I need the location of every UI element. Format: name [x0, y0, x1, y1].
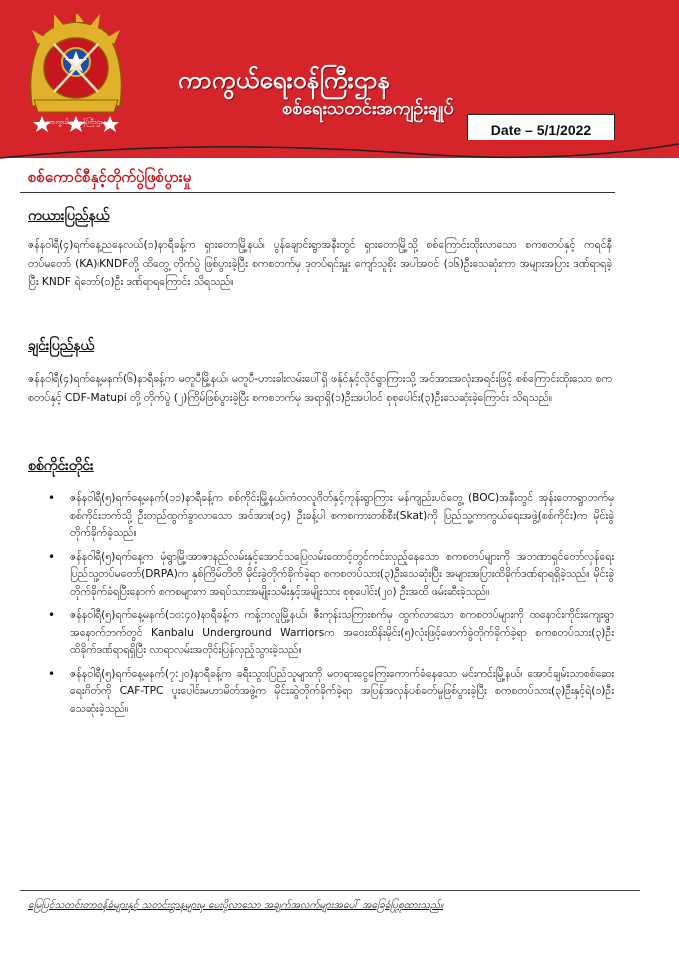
- list-item: • ဇန်နဝါရီ(၅)ရက်နေ့မနက်(၁၀:၄၀)နာရီခန့်က ကန့်ဘလူမြို့နယ်၊ ဇီးကုန်းသကြားစက်မှ ထွက်လာသော စကစတပ်များကို ထနောင်းကိုင်းကျေးရွာ အနောက်ဘက်တွင် Kanbalu Underground Warriorsက အဝေးထိန်းမိုင်း(၅)လုံးဖြင့်ဖောက်ခွဲတိုက်ခိုက်ခဲ့ရာ စကစတပ်သား(၃)ဦး ထိခိုက်ဒဏ်ရာရရှိပြီး လာရာလမ်းအတိုင်းပြန်လှည့်သွားခဲ့သည်။: [70, 607, 614, 660]
- section-paragraph-chin: ဇန်နဝါရီ(၄)ရက်နေ့မနက်(၆)နာရီခန့်က မတူပီမြို့နယ်၊ မတူပီ-ဟားခါးလမ်းပေါ်ရှိ ဖန်ုင်နှင့်လိုင်ရွာကြားသို့ အင်အားအလုံးအရင်းဖြင့် စစ်ကြောင်းထိုးသော စကစတပ်နှင့် CDF-Matupi တို့ တိုက်ပွဲ (၂)ကြိမ်ဖြစ်ပွားခဲ့ပြီး စကစဘက်မှ အရာရှိ(၁)ဦးအပါဝင် စုစုပေါင်း(၃)ဦးသေဆုံးခဲ့ကြောင်း သိရသည်။: [28, 373, 612, 404]
- section-paragraph-kayah: ဇန်နဝါရီ(၄)ရက်နေ့ညနေလယ်(၁)နာရီခန့်က ရှားတောမြို့နယ်၊ ပွန်ချောင်းရွာအနီးတွင် ရှားတောမြို့သို့ စစ်ကြောင်းထိုးလာသော စကစတပ်နှင့် ကရင်နီတပ်မတော် (KA)၊KNDFတို့ ထိတွေ့ တိုက်ပွဲ ဖြစ်ပွားခဲ့ပြီး စကစဘက်မှ ဒုတပ်ရင်းမှူး ကျော်သူစိုး အပါအဝင် (၁၆)ဦးသေဆုံးကာ အများအပြား ဒဏ်ရာရခဲ့ပြီး KNDF ရဲဘော်(၁)ဦး ဒဏ်ရာရကြောင်း သိရသည်။: [28, 239, 612, 288]
- list-item: • ဇန်နဝါရီ(၅)ရက်နေ့မနက်(၁၁)နာရီခန့်က စစ်ကိုင်းမြို့နယ်၊ကံတလူဂိတ်နှင့်ကုန်းရွာကြား မန်ကျည်းပင်တွေ့ (BOC)အနီးတွင် အုန်းတောရွာဘက်မှ စစ်ကိုင်းဘက်သို့ ဦးတည်ထွက်ခွာလာသော အင်အား(၁၄) ဦးခန့်ပါ စကစကားတစ်စီး(Skat)ကို ပြည်သူ့ကာကွယ်ရေးအဖွဲ့(စစ်ကိုင်း)က မိုင်းခွဲတိုက်ခိုက်ခဲ့သည်။: [70, 490, 614, 543]
- section-title-sagaing: စစ်ကိုင်းတိုင်း: [28, 458, 94, 474]
- sagaing-bullet-list: [70, 490, 614, 724]
- headline-divider: [20, 192, 615, 193]
- document-type: စစ်ရေးသတင်းအကျဉ်းချုပ်: [282, 98, 454, 119]
- list-item: • ဇန်နဝါရီ(၅)ရက်နေ့မနက်(၇:၂၀)နာရီခန့်က ခရီးသွားပြည်သူများကို မတရားငွေကြေးကောက်ခံနေသော မင်းကင်းမြို့နယ်၊ အောင်ချမ်းသာစစ်ဆေးရေးဂိတ်ကို CAF-TPC ပူးပေါင်းမဟာမိတ်အဖွဲ့က မိုင်းဆွဲတိုက်ခိုက်ခဲ့ရာ အပြန်အလှန်ပစ်ခတ်မှုဖြစ်ပွားခဲ့ပြီး စကစတပ်သား(၃)ဦးနှင့်ရဲ(၁)ဦး သေဆုံးခဲ့သည်။: [70, 666, 614, 719]
- header-banner: [0, 0, 679, 158]
- date-box: Date – 5/1/2022: [467, 114, 615, 146]
- footer-note: မြေပြင်သတင်းတာဝန်ခံများနှင့် သတင်းဌာနများမှ ပေးပို့လာသော အချက်အလက်များအပေါ် အခြေခံပြုစုထားသည်။: [28, 900, 444, 911]
- list-item: • ဇန်နဝါရီ(၅)ရက်နေ့က မုံရွာမြို့၊အာဇာနည်လမ်းနှင့်အောင်သပြေလမ်းထောင့်တွင်ကင်းလှည့်နေသော စကစတပ်များကို အဘဏာရှင်တော်လှန်ရေးပြည်သူ့တပ်မတော်(DRPA)က နှစ်ကြိမ်တိတိ မိုင်းခွဲတိုက်ခိုက်ခဲ့ရာ စကစတပ်သား(၃)ဦးသေဆုံးပြီး အများအပြားထိခိုက်ဒဏ်ရာရရှိခဲ့သည်။ မိုင်းခွဲတိုက်ခိုက်ခံရပြီးနောက် စကစများက အရပ်သားအမျိုးသမီးနှင့်အမျိုးသား စုစုပေါင်း(၂၀) ဦးအထိ ဖမ်းဆီးခဲ့သည်။: [70, 549, 614, 602]
- ministry-title: ကာကွယ်ရေးဝန်ကြီးဌာန: [178, 66, 391, 94]
- header-wave-divider: [0, 140, 679, 170]
- report-headline: စစ်ကောင်စီနှင့်တိုက်ပွဲဖြစ်ပွားမှု: [28, 168, 192, 186]
- section-title-chin: ချင်းပြည်နယ်: [28, 338, 95, 354]
- logo-caption: ကာကွယ်ရေးဝန်ကြီးဌာန: [45, 118, 107, 126]
- footer-divider: [20, 890, 640, 891]
- section-title-kayah: ကယားပြည်နယ်: [28, 208, 110, 224]
